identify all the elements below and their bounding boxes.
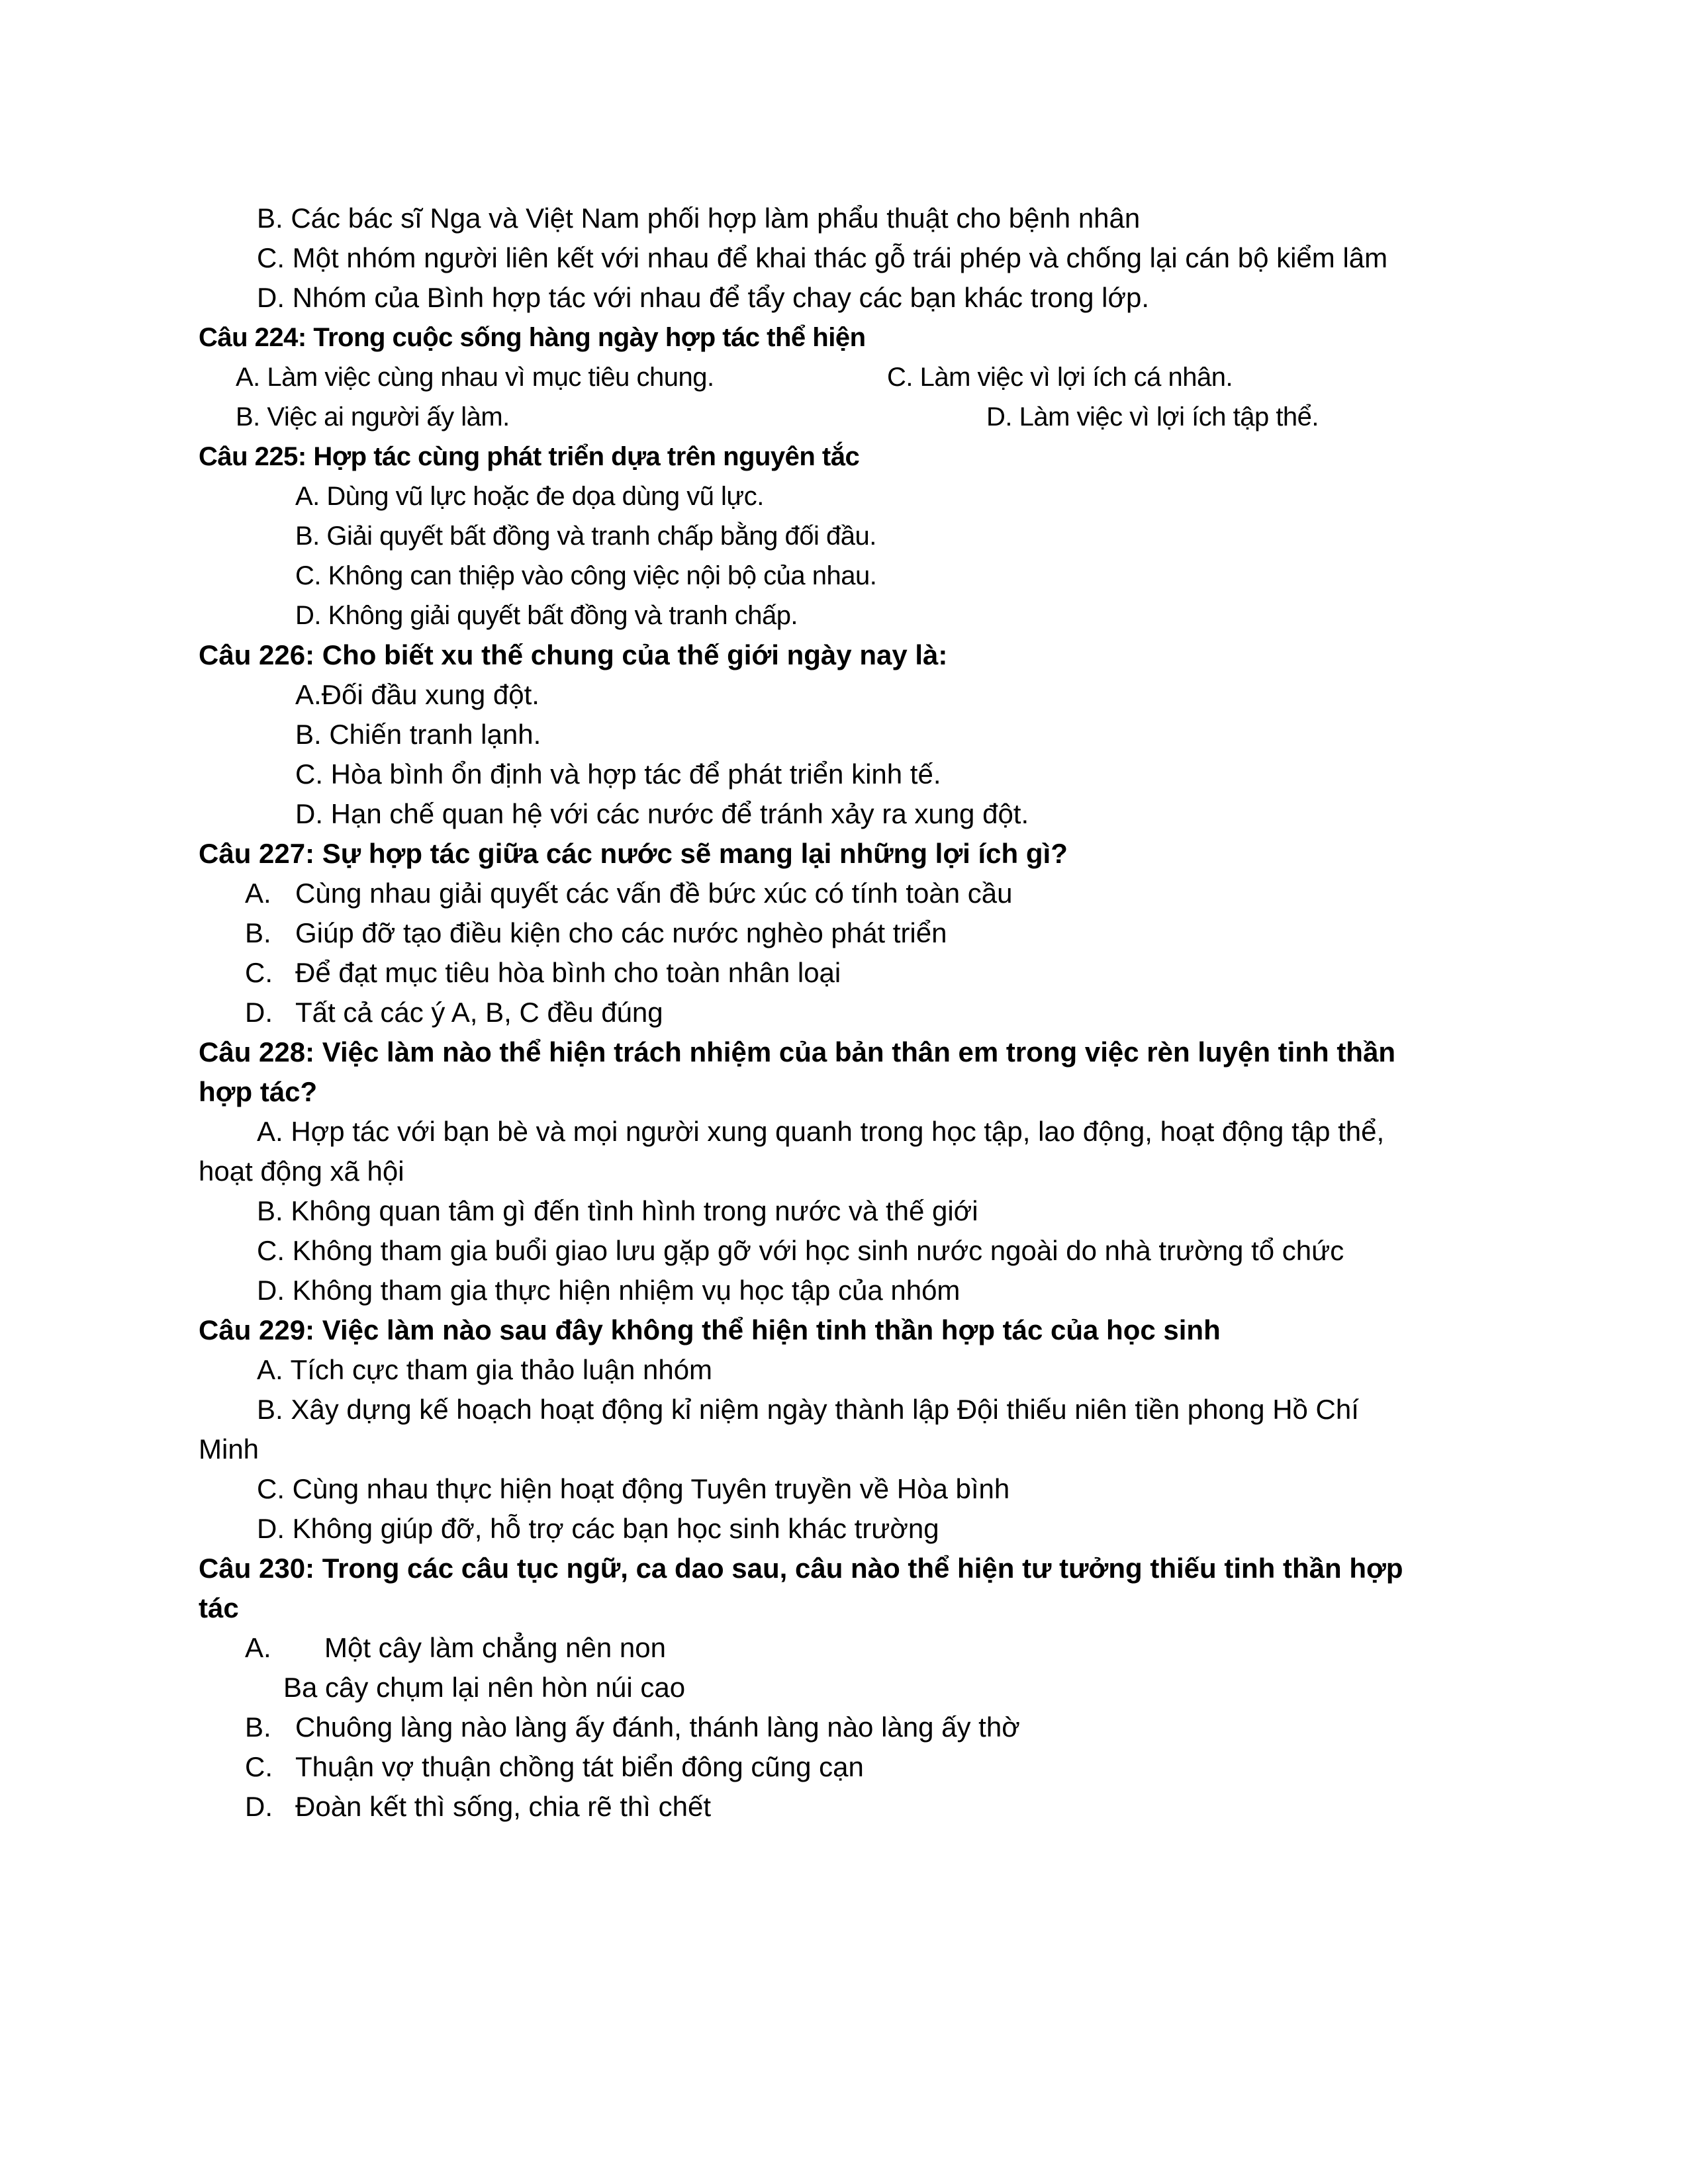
q225-option-b: B. Giải quyết bất đồng và tranh chấp bằng đối đầu. <box>295 522 876 551</box>
q224-option-a: A. Làm việc cùng nhau vì mục tiêu chung. <box>236 363 714 392</box>
q224-option-b: B. Việc ai người ấy làm. <box>236 402 510 432</box>
q228-option-d: D. Không tham gia thực hiện nhiệm vụ học tập của nhóm <box>257 1275 961 1306</box>
question-228-title-cont: hợp tác? <box>199 1076 318 1107</box>
q227-option-a: Cùng nhau giải quyết các vấn đề bức xúc có tính toàn cầu <box>295 878 1013 909</box>
q226-option-a: A.Đối đầu xung đột. <box>295 679 539 710</box>
q229-option-b: B. Xây dựng kế hoạch hoạt động kỉ niệm ngày thành lập Đội thiếu niên tiền phong Hồ Chí <box>257 1394 1359 1425</box>
q228-option-a: A. Hợp tác với bạn bè và mọi người xung quanh trong học tập, lao động, hoạt động tập thể, <box>257 1116 1385 1147</box>
q228-option-c: C. Không tham gia buổi giao lưu gặp gỡ với học sinh nước ngoài do nhà trường tổ chức <box>257 1235 1344 1266</box>
q227-letter-b: B. <box>245 917 271 948</box>
question-230-title: Câu 230: Trong các câu tục ngữ, ca dao sau, câu nào thể hiện tư tưởng thiếu tinh thần hợp <box>199 1553 1403 1584</box>
q226-option-d: D. Hạn chế quan hệ với các nước để tránh xảy ra xung đột. <box>295 798 1029 829</box>
q225-option-d: D. Không giải quyết bất đồng và tranh chấp. <box>295 601 798 630</box>
q230-letter-b: B. <box>245 1711 271 1743</box>
question-227-title: Câu 227: Sự hợp tác giữa các nước sẽ mang lại những lợi ích gì? <box>199 838 1068 869</box>
q230-option-d: Đoàn kết thì sống, chia rẽ thì chết <box>295 1791 712 1822</box>
q227-letter-c: C. <box>245 957 273 988</box>
q225-option-c: C. Không can thiệp vào công việc nội bộ của nhau. <box>295 561 877 590</box>
q230-option-a: Một cây làm chẳng nên non <box>324 1632 666 1663</box>
q230-option-b: Chuông làng nào làng ấy đánh, thánh làng nào làng ấy thờ <box>295 1711 1020 1743</box>
q230-letter-c: C. <box>245 1751 273 1782</box>
q227-letter-a: A. <box>245 878 271 909</box>
question-224-title: Câu 224: Trong cuộc sống hàng ngày hợp tác thể hiện <box>199 323 866 352</box>
q227-letter-d: D. <box>245 997 273 1028</box>
prev-option-d: D. Nhóm của Bình hợp tác với nhau để tẩy chay các bạn khác trong lớp. <box>257 282 1150 313</box>
q224-option-c: C. Làm việc vì lợi ích cá nhân. <box>887 363 1233 392</box>
q224-option-d: D. Làm việc vì lợi ích tập thể. <box>986 402 1319 432</box>
q226-option-b: B. Chiến tranh lạnh. <box>295 719 541 750</box>
question-230-title-cont: tác <box>199 1592 239 1623</box>
question-228-title: Câu 228: Việc làm nào thể hiện trách nhiệm của bản thân em trong việc rèn luyện tinh thần <box>199 1036 1395 1068</box>
q225-option-a: A. Dùng vũ lực hoặc đe dọa dùng vũ lực. <box>295 482 764 511</box>
prev-option-c: C. Một nhóm người liên kết với nhau để khai thác gỗ trái phép và chống lại cán bộ kiểm lâm <box>257 242 1388 273</box>
q230-letter-a: A. <box>245 1632 271 1663</box>
q229-option-c: C. Cùng nhau thực hiện hoạt động Tuyên truyền về Hòa bình <box>257 1473 1010 1504</box>
q227-option-b: Giúp đỡ tạo điều kiện cho các nước nghèo phát triển <box>295 917 947 948</box>
q230-letter-d: D. <box>245 1791 273 1822</box>
q228-option-b: B. Không quan tâm gì đến tình hình trong nước và thế giới <box>257 1195 978 1226</box>
question-229-title: Câu 229: Việc làm nào sau đây không thể hiện tinh thần hợp tác của học sinh <box>199 1314 1221 1345</box>
q227-option-d: Tất cả các ý A, B, C đều đúng <box>295 997 663 1028</box>
q229-option-a: A. Tích cực tham gia thảo luận nhóm <box>257 1354 713 1385</box>
q229-option-d: D. Không giúp đỡ, hỗ trợ các bạn học sinh khác trường <box>257 1513 939 1544</box>
q228-option-a-cont: hoạt động xã hội <box>199 1156 404 1187</box>
q226-option-c: C. Hòa bình ổn định và hợp tác để phát triển kinh tế. <box>295 758 941 790</box>
question-225-title: Câu 225: Hợp tác cùng phát triển dựa trên nguyên tắc <box>199 442 860 471</box>
question-226-title: Câu 226: Cho biết xu thế chung của thế giới ngày nay là: <box>199 639 948 670</box>
q229-option-b-cont: Minh <box>199 1433 259 1465</box>
q230-option-c: Thuận vợ thuận chồng tát biển đông cũng cạn <box>295 1751 864 1782</box>
q227-option-c: Để đạt mục tiêu hòa bình cho toàn nhân loại <box>295 957 841 988</box>
q230-option-a-cont: Ba cây chụm lại nên hòn núi cao <box>283 1672 686 1703</box>
prev-option-b: B. Các bác sĩ Nga và Việt Nam phối hợp làm phẩu thuật cho bệnh nhân <box>257 203 1141 234</box>
